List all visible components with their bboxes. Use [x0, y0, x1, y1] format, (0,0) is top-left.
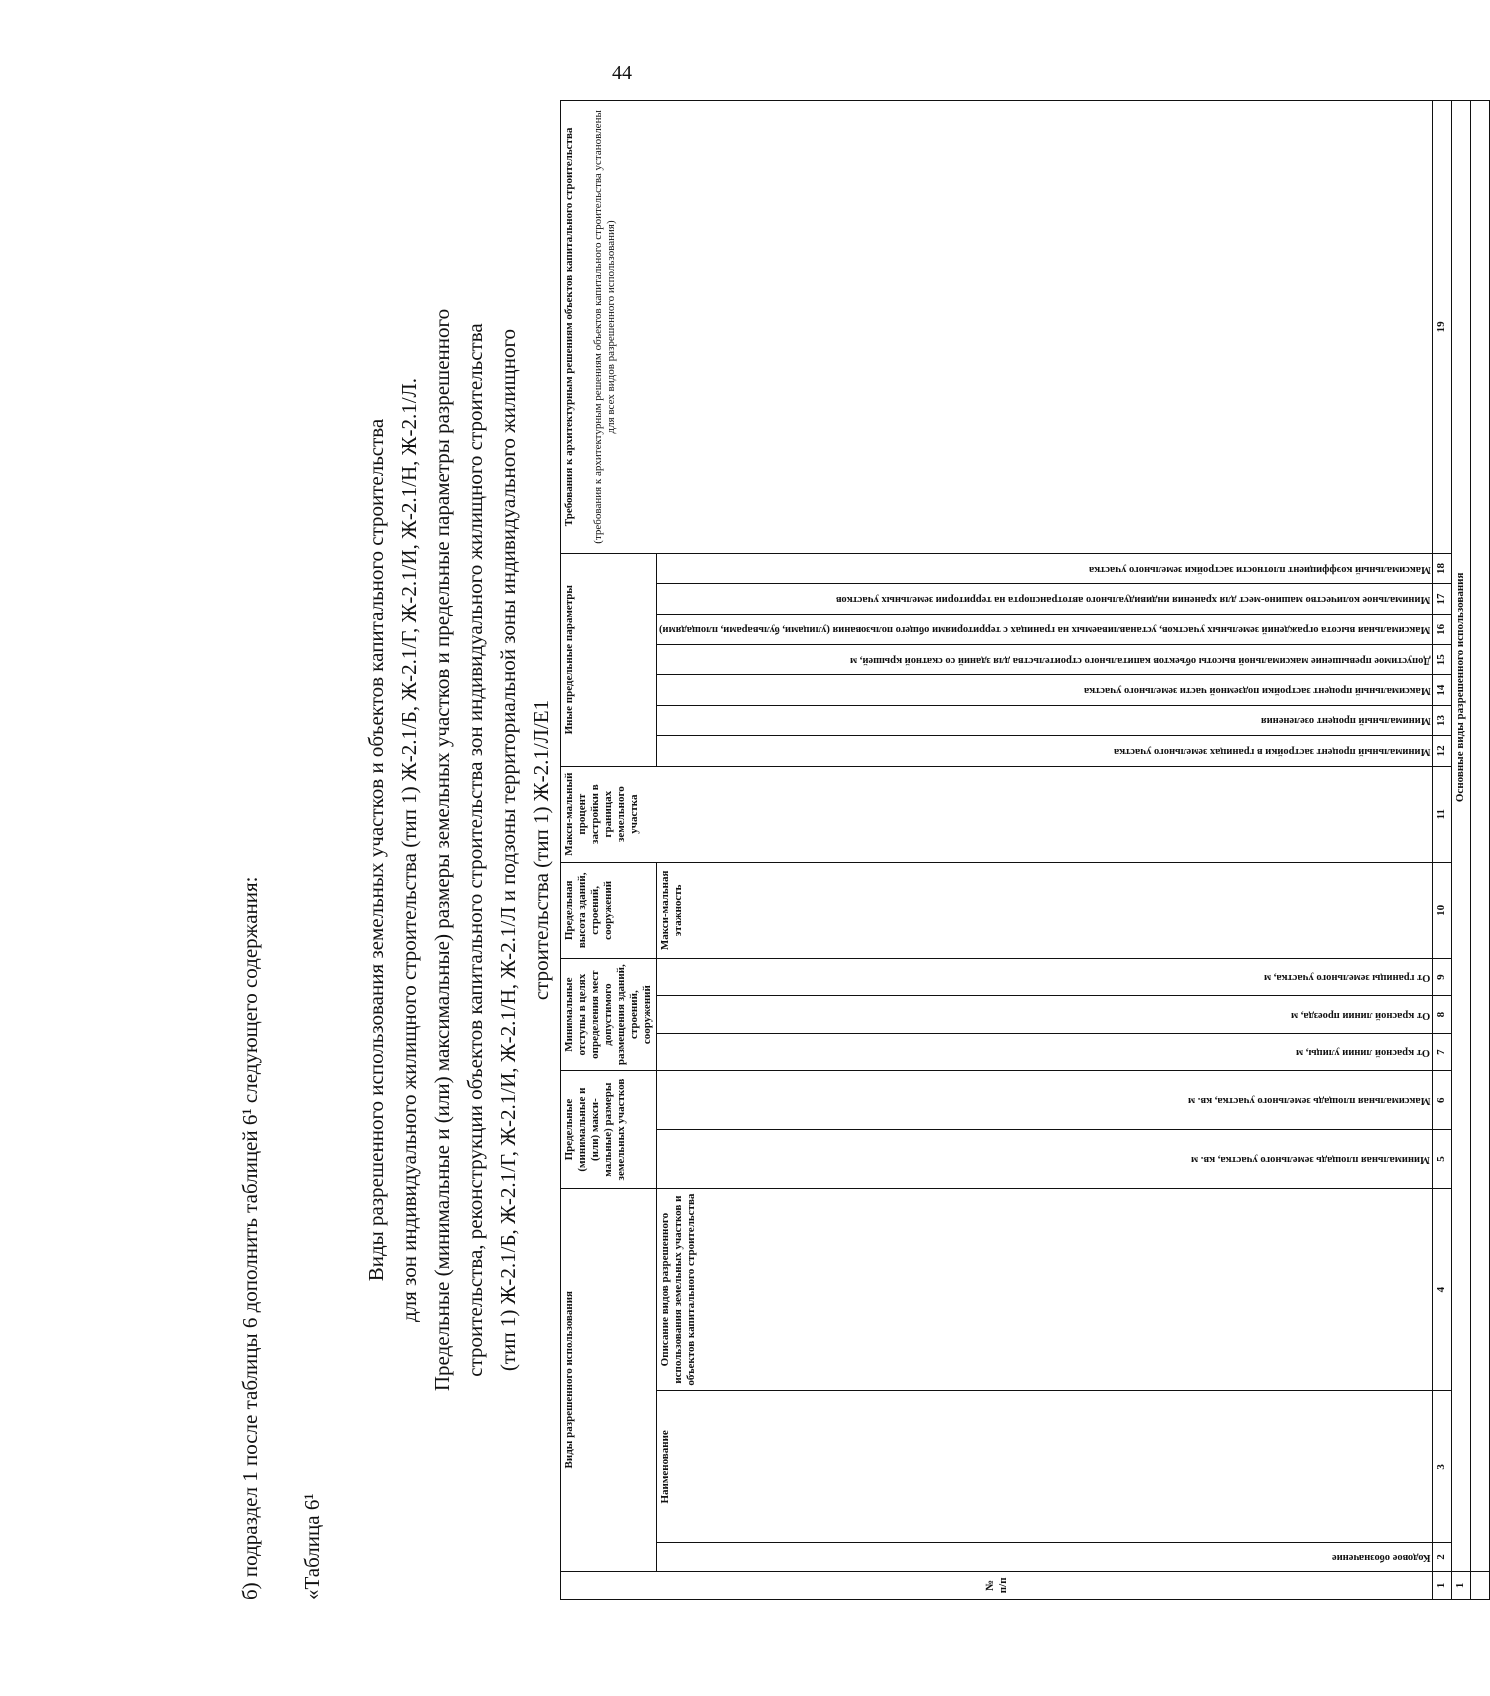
header-min-area: [657, 1130, 1433, 1189]
col-num-5: 5: [1433, 1130, 1452, 1189]
col-num-9: 9: [1433, 958, 1452, 995]
header-p17-text: Минимальное количество машино-мест для хранения индивидуального автотранспорта на территории земельных участков: [836, 593, 1431, 605]
col-num-7: 7: [1433, 1033, 1452, 1070]
header-setbacks: Минимальные отступы в целях определения мест допустимого размещения зданий, строений, сооружений: [561, 958, 657, 1070]
header-p12: [657, 736, 1433, 766]
header-p14-text: Максимальный процент застройки подземной части земельного участка: [1083, 685, 1431, 697]
col-num-16: 16: [1433, 614, 1452, 644]
header-p14: [657, 675, 1433, 705]
header-p16-text: Максимальная высота ограждений земельных участков, устанавливаемых на границах с территориями общего пользования (улицами, бульварами, площадями): [659, 624, 1431, 636]
header-max-coverage: Макси-мальный процент застройки в границах земельного участка: [561, 766, 1433, 862]
col-num-11: 11: [1433, 766, 1452, 862]
column-numbers-row: [1433, 101, 1452, 1600]
header-p13: [657, 705, 1433, 735]
rotated-content: [225, 100, 1467, 1600]
col-num-17: 17: [1433, 584, 1452, 614]
header-p12-text: Минимальный процент застройки в границах земельного участка: [1113, 745, 1431, 757]
header-setback-passage: [657, 996, 1433, 1033]
title-line-2: для зон индивидуального жилищного строительства (тип 1) Ж-2.1/Б, Ж-2.1/Г, Ж-2.1/И, Ж-2.1/Н, Ж-2.1/Л.: [397, 377, 421, 1323]
col-num-2: 2: [1433, 1543, 1452, 1571]
header-setback-border: [657, 958, 1433, 995]
header-arch: [561, 101, 1433, 554]
arch-note: (требования к архитектурным решениям объектов капитального строительства установлены для всех видов разрешенного использования): [592, 110, 617, 544]
title-line-5: (тип 1) Ж-2.1/Б, Ж-2.1/Г, Ж-2.1/И, Ж-2.1/Н, Ж-2.1/Л и подзоны территориальной зоны индивидуального жилищного: [496, 328, 520, 1372]
header-height: Предельная высота зданий, строений, сооружений: [561, 862, 657, 958]
col-num-13: 13: [1433, 705, 1452, 735]
col-num-10: 10: [1433, 862, 1452, 958]
header-plot-sizes: Предельные (минимальные и (или) макси-мальные) размеры земельных участков: [561, 1071, 657, 1188]
header-other-params: Иные предельные параметры: [561, 553, 657, 766]
parameters-table: [560, 100, 1490, 1600]
header-p17: [657, 584, 1433, 614]
col-num-8: 8: [1433, 996, 1452, 1033]
header-p13-text: Минимальный процент озеленения: [1260, 715, 1431, 727]
header-max-area-text: Максимальная площадь земельного участка, кв. м: [1187, 1095, 1431, 1107]
title-line-3: Предельные (минимальные и (или) максимальные) размеры земельных участков и предельные параметры разрешенного: [430, 308, 454, 1392]
header-p18: [657, 553, 1433, 583]
table-label: «Таблица 6¹: [300, 1493, 324, 1600]
blank-cell-wide: [1471, 101, 1490, 1572]
col-num-6: 6: [1433, 1071, 1452, 1130]
blank-row: [1471, 101, 1490, 1600]
col-num-3: 3: [1433, 1391, 1452, 1543]
title-line-1: Виды разрешенного использования земельных участков и объектов капитального строительства: [364, 418, 388, 1282]
arch-title: Требования к архитектурным решениям объектов капитального строительства: [563, 127, 575, 527]
section-row-num: 1: [1452, 1571, 1471, 1599]
col-num-12: 12: [1433, 736, 1452, 766]
header-name: Наименование: [657, 1391, 1433, 1543]
header-code: [657, 1543, 1433, 1571]
header-setback-border-text: От границы земельного участка, м: [1264, 972, 1431, 984]
title-line-4: строительства, реконструкции объектов капитального строительства зон индивидуального жилищного строительства: [463, 323, 487, 1377]
header-setback-street-text: От красной линии улицы, м: [1296, 1047, 1431, 1059]
header-vri: Виды разрешенного использования: [561, 1188, 657, 1571]
col-num-1: 1: [1433, 1571, 1452, 1599]
header-max-area: [657, 1071, 1433, 1130]
header-min-area-text: Минимальная площадь земельного участка, кв. м: [1191, 1153, 1431, 1165]
section-label: Основные виды разрешенного использования: [1452, 101, 1471, 1572]
amendment-text: б) подраздел 1 после таблицы 6 дополнить таблицей 6¹ следующего содержания:: [238, 876, 262, 1600]
col-num-19: 19: [1433, 101, 1452, 554]
page-number: 44: [612, 62, 632, 84]
header-p15: [657, 645, 1433, 675]
header-code-text: Кодовое обозначение: [1331, 1551, 1431, 1563]
header-floors: Макси-мальная этажность: [657, 862, 1433, 958]
col-num-4: 4: [1433, 1188, 1452, 1391]
section-row: [1452, 101, 1471, 1600]
header-p16: [657, 614, 1433, 644]
title-line-6: строительства (тип 1) Ж-2.1/Л/Е1: [529, 699, 553, 1001]
header-setback-street: [657, 1033, 1433, 1070]
col-num-18: 18: [1433, 553, 1452, 583]
header-desc: Описание видов разрешенного использования земельных участков и объектов капитального строительства: [657, 1188, 1433, 1391]
header-p18-text: Максимальный коэффициент плотности застройки земельного участка: [1088, 563, 1431, 575]
col-num-15: 15: [1433, 645, 1452, 675]
header-p15-text: Допустимое превышение максимальной высоты объектов капитального строительства для зданий со скатной крышей, м: [849, 654, 1431, 666]
blank-cell: [1471, 1571, 1490, 1599]
col-num-14: 14: [1433, 675, 1452, 705]
header-num: № п/п: [561, 1571, 1433, 1599]
header-setback-passage-text: От красной линии проезда, м: [1291, 1009, 1431, 1021]
table-title: [360, 100, 558, 1600]
